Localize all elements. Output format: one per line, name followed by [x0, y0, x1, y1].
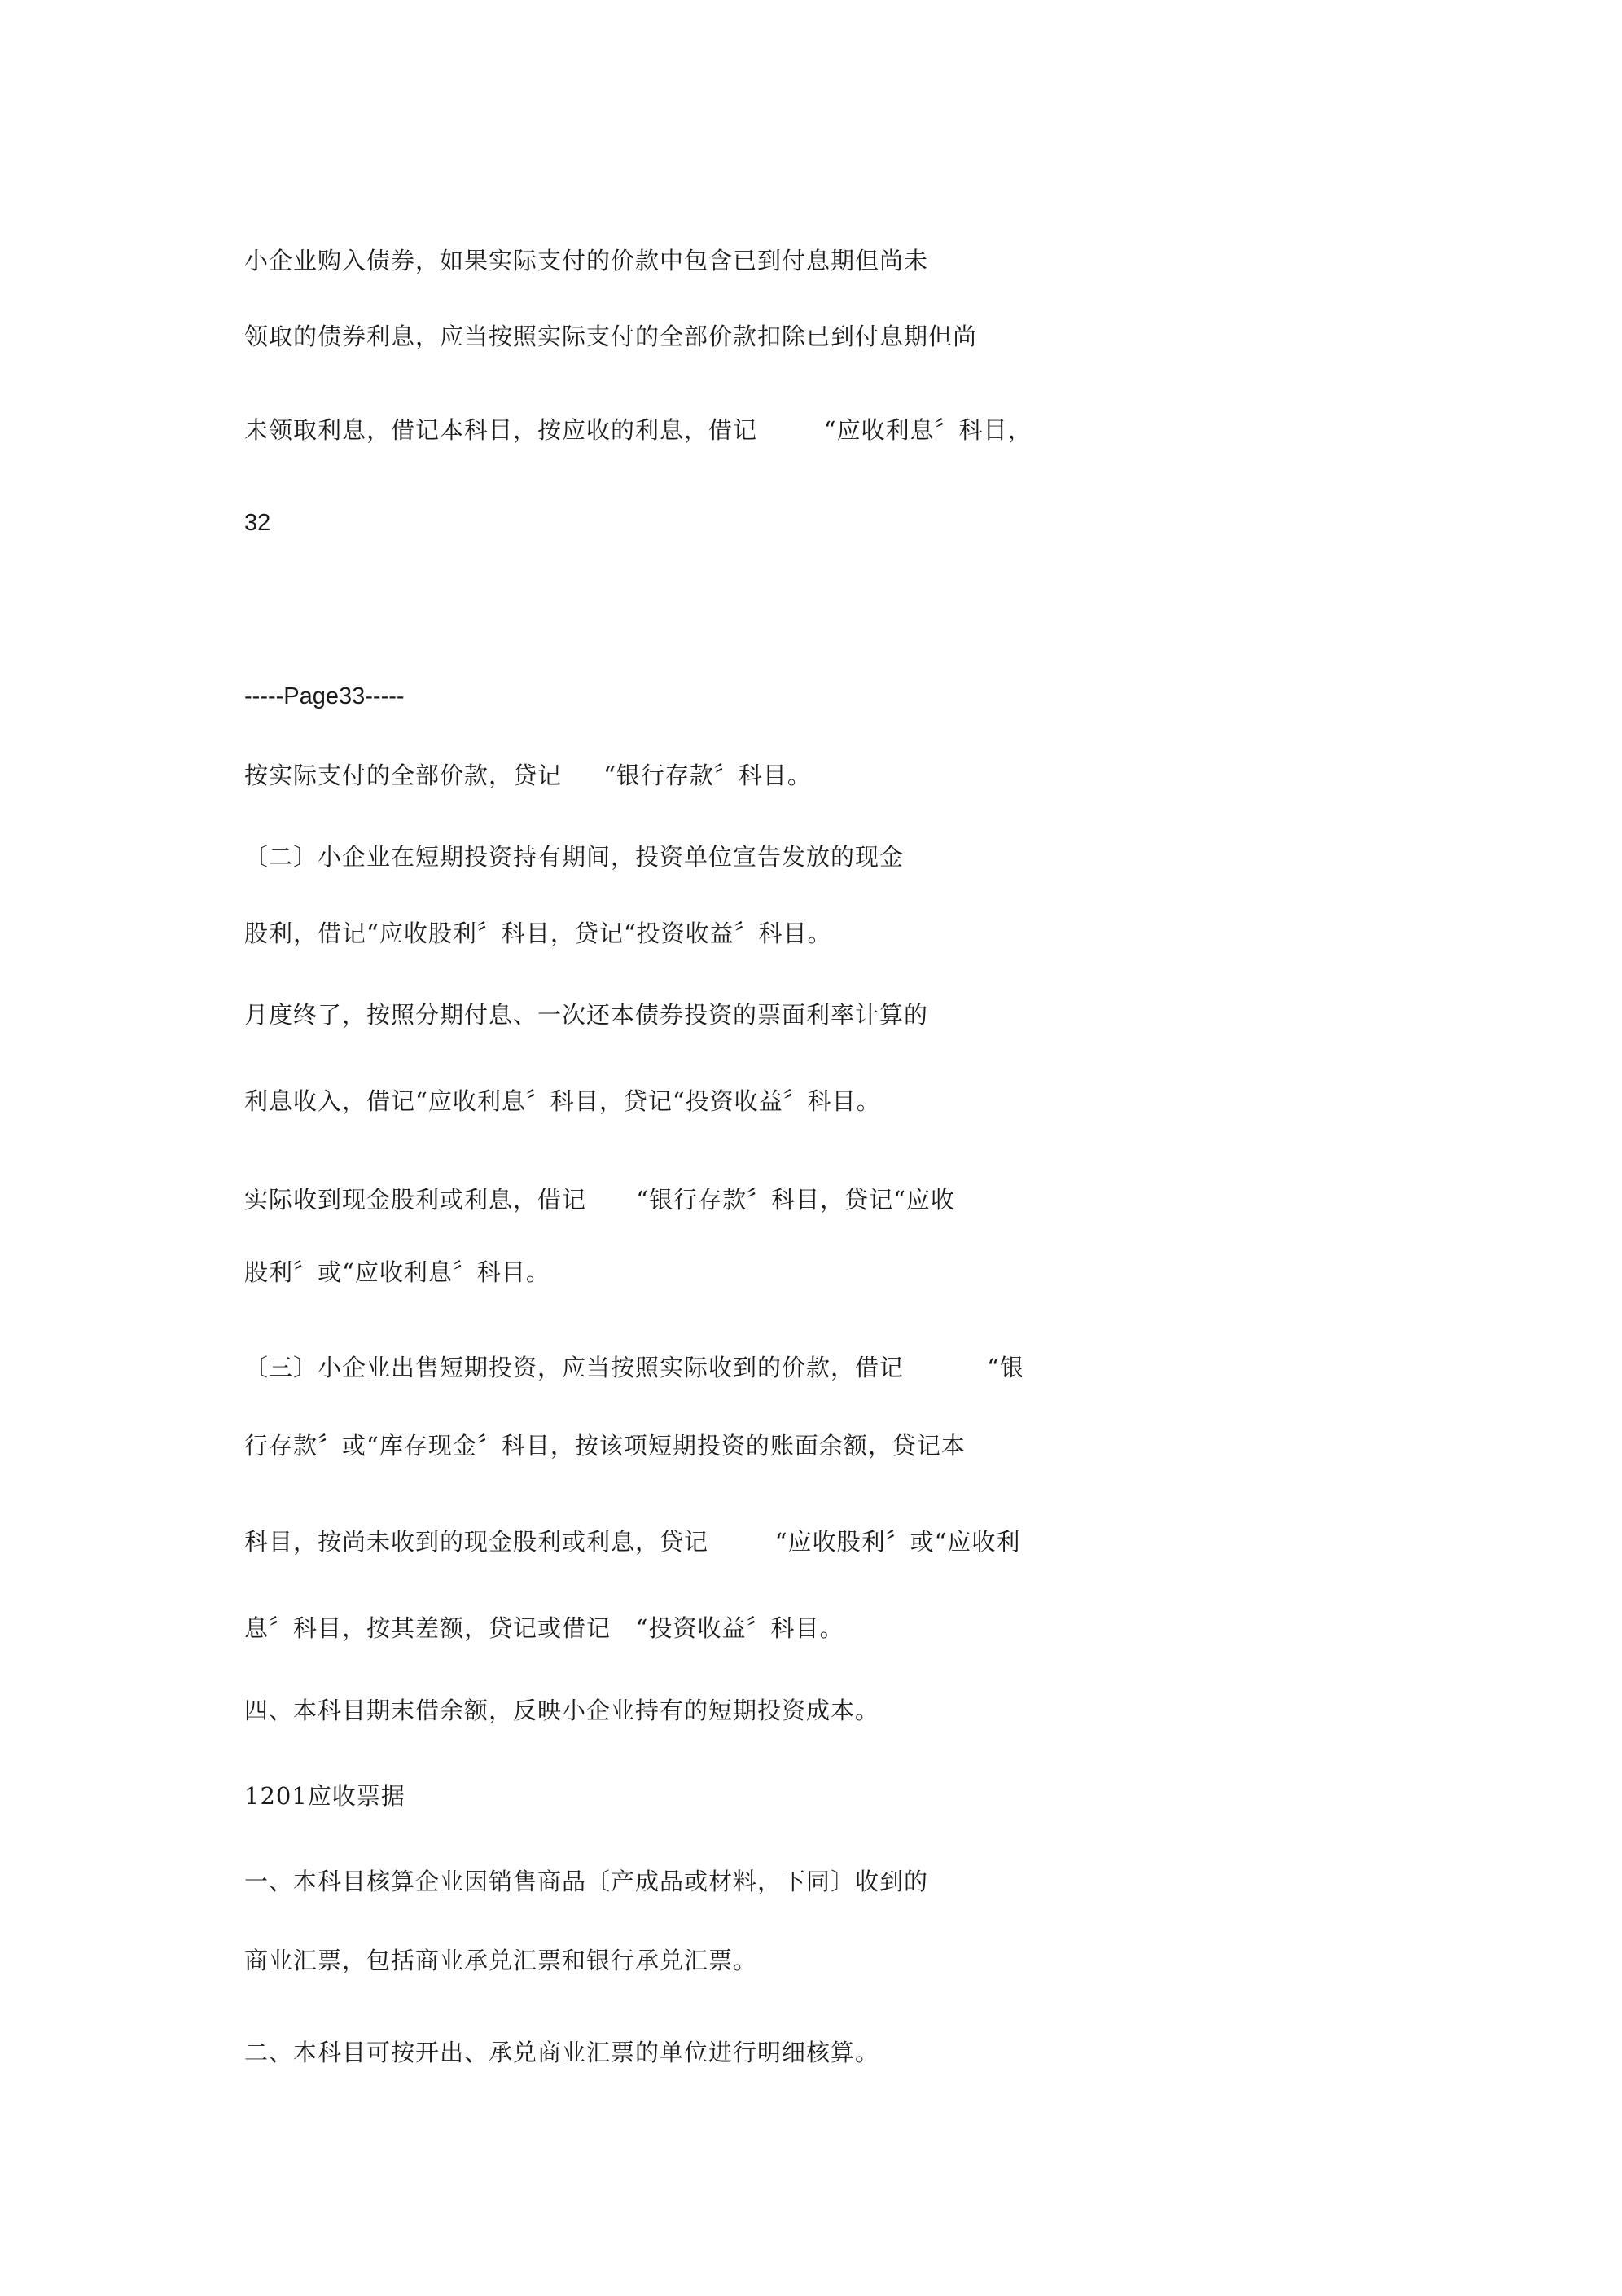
text-line: 小企业购入债券，如果实际支付的价款中包含已到付息期但尚未 — [244, 247, 929, 274]
text-line: 科目，按尚未收到的现金股利或利息，贷记 “应收股利〞或“应收利 — [244, 1528, 1021, 1556]
text-line: 实际收到现金股利或利息，借记 “银行存款〞科目，贷记“应收 — [244, 1186, 955, 1214]
text-line: 〔二〕小企业在短期投资持有期间，投资单位宣告发放的现金 — [244, 843, 905, 871]
text-line: 股利〞或“应收利息〞科目。 — [244, 1258, 550, 1286]
text-line: 未领取利息，借记本科目，按应收的利息，借记 “应收利息〞科目， — [244, 416, 1032, 444]
text-line: 股利，借记“应收股利〞科目，贷记“投资收益〞科目。 — [244, 920, 832, 947]
text-line: 月度终了，按照分期付息、一次还本债券投资的票面利率计算的 — [244, 1001, 929, 1029]
text-line: 二、本科目可按开出、承兑商业汇票的单位进行明细核算。 — [244, 2039, 880, 2066]
section-heading: 1201应收票据 — [244, 1782, 406, 1810]
page-separator: -----Page33----- — [244, 683, 405, 709]
text-line: 息〞科目，按其差额，贷记或借记 “投资收益〞科目。 — [244, 1614, 844, 1642]
text-line: 一、本科目核算企业因销售商品〔产成品或材料，下同〕收到的 — [244, 1868, 929, 1895]
text-line: 商业汇票，包括商业承兑汇票和银行承兑汇票。 — [244, 1947, 758, 1974]
text-line: 利息收入，借记“应收利息〞科目，贷记“投资收益〞科目。 — [244, 1087, 881, 1115]
text-line: 行存款〞或“库存现金〞科目，按该项短期投资的账面余额，贷记本 — [244, 1432, 966, 1460]
text-line: 〔三〕小企业出售短期投资，应当按照实际收到的价款，借记 “银 — [244, 1354, 1025, 1381]
text-line: 领取的债券利息，应当按照实际支付的全部价款扣除已到付息期但尚 — [244, 323, 978, 350]
page-number: 32 — [244, 510, 271, 536]
text-line: 按实际支付的全部价款，贷记 “银行存款〞科目。 — [244, 762, 812, 789]
text-line: 四、本科目期末借余额，反映小企业持有的短期投资成本。 — [244, 1697, 880, 1724]
